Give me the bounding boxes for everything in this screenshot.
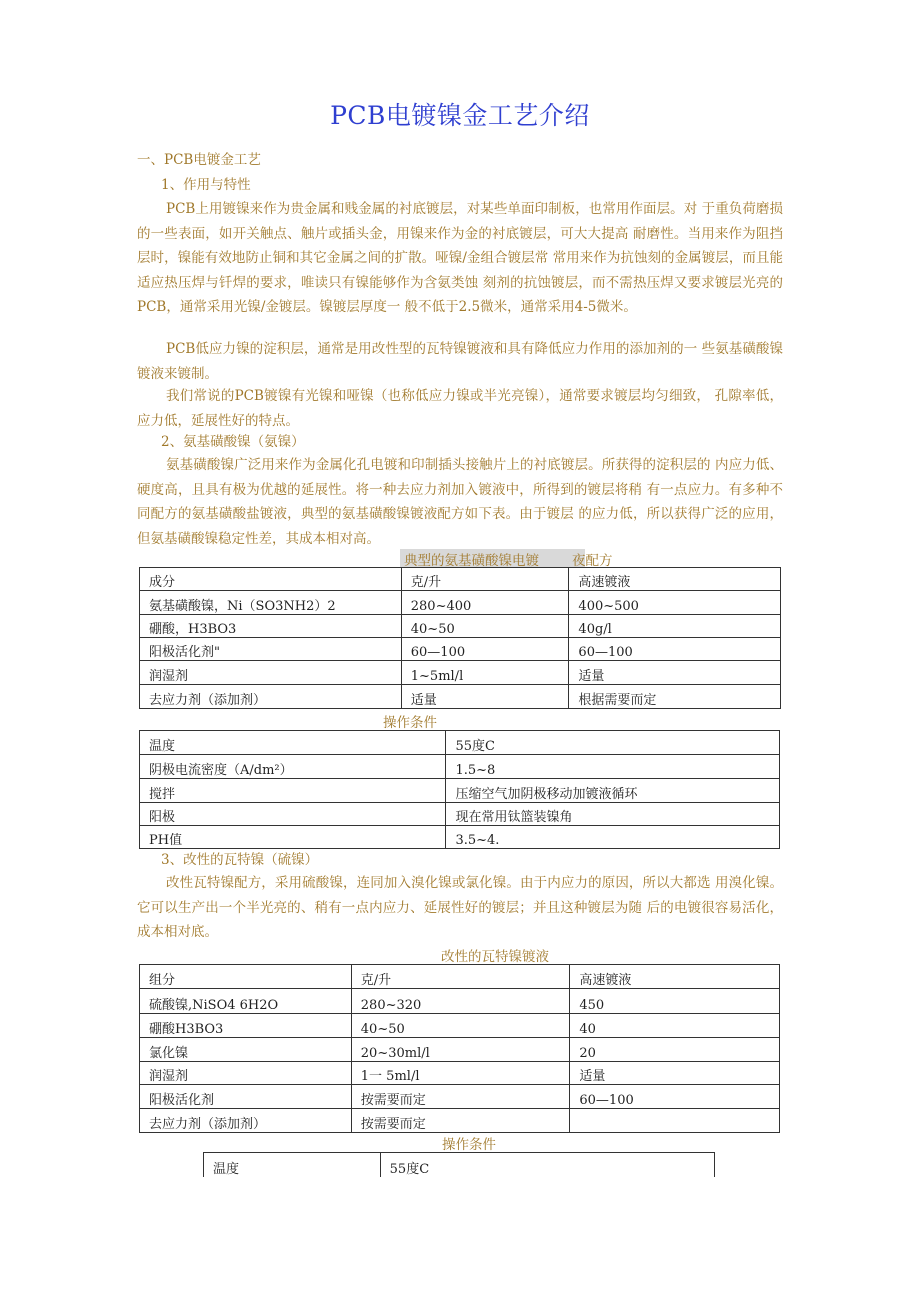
table-row xyxy=(204,1153,715,1177)
table-cell: 搅拌 xyxy=(140,779,446,803)
table-cell: 450 xyxy=(570,989,780,1014)
table-cell: 55度C xyxy=(446,731,780,755)
table-cell: 压缩空气加阴极移动加镀液循环 xyxy=(446,779,780,803)
paragraph-4: 氨基磺酸镍广泛用来作为金属化孔电镀和印制插头接触片上的衬底镀层。所获得的淀积层的 内应力低、硬度高，且具有极为优越的延展性。将一种去应力剂加入镀液中，所得到的镀层将稍 有一点应力。有多种不同配方的氨基磺酸盐镀液，典型的氨基磺酸镍镀液配方如下表。由于镀层 的应力低，所以获得广泛的应用，但氨基磺酸镍稳定性差，其成本相对高。 xyxy=(137,457,783,547)
table-cell: 硼酸H3BO3 xyxy=(140,1014,352,1038)
table-row xyxy=(140,965,780,989)
paragraph-3: 我们常说的PCB镀镍有光镍和哑镍（也称低应力镍或半光亮镍），通常要求镀层均匀细致， 孔隙率低，应力低，延展性好的特点。 xyxy=(137,388,783,429)
table-cell: 1一 5ml/l xyxy=(351,1062,570,1085)
table-cell: 1~5ml/l xyxy=(401,661,569,685)
table-row xyxy=(140,685,781,709)
table-row xyxy=(140,755,780,779)
document-title: PCB电镀镍金工艺介绍 xyxy=(330,101,590,130)
table-row xyxy=(140,803,780,826)
table-cell: 阳极活化剂" xyxy=(140,638,402,661)
table-cell: 3.5~4. xyxy=(446,826,780,849)
table-cell: 按需要而定 xyxy=(351,1109,570,1133)
table-cell: 氨基磺酸镍，Ni（SO3NH2）2 xyxy=(140,591,402,615)
table-cell: 润湿剂 xyxy=(140,1062,352,1085)
table-cell: 阴极电流密度（A/dm²） xyxy=(140,755,446,779)
table-cell: 高速镀液 xyxy=(570,965,780,989)
table-row xyxy=(140,779,780,803)
table-cell: 400~500 xyxy=(569,591,781,615)
table-row xyxy=(140,638,781,661)
table1-caption-b: 夜配方 xyxy=(572,553,613,569)
table-cell: 阳极 xyxy=(140,803,446,826)
table-row xyxy=(140,731,780,755)
table-row xyxy=(140,1085,780,1109)
table-cell: 55度C xyxy=(380,1153,714,1177)
table-cell: 润湿剂 xyxy=(140,661,402,685)
table-cell: 温度 xyxy=(140,731,446,755)
table-cell: 硫酸镍,NiSO4 6H2O xyxy=(140,989,352,1014)
table-row xyxy=(140,615,781,638)
table-cell: 克/升 xyxy=(401,568,569,591)
table1-caption-a: 典型的氨基磺酸镍电镀 xyxy=(404,553,539,569)
table-cell: 适量 xyxy=(569,661,781,685)
table-cell: 温度 xyxy=(204,1153,381,1177)
table-row xyxy=(140,661,781,685)
table-cell: 60—100 xyxy=(569,638,781,661)
table-cell: 成分 xyxy=(140,568,402,591)
table-cell: 20 xyxy=(570,1038,780,1062)
table-row xyxy=(140,989,780,1014)
table-row xyxy=(140,568,781,591)
subheading-2: 2、氨基磺酸镍（氨镍） xyxy=(161,434,305,450)
table-row xyxy=(140,591,781,615)
table-cell: 硼酸，H3BO3 xyxy=(140,615,402,638)
table2 xyxy=(139,730,780,849)
table-cell: 40~50 xyxy=(351,1014,570,1038)
table4-caption: 操作条件 xyxy=(442,1137,496,1153)
table-cell: 适量 xyxy=(570,1062,780,1085)
table-cell: 克/升 xyxy=(351,965,570,989)
table4 xyxy=(203,1152,715,1177)
table-cell: 60—100 xyxy=(570,1085,780,1109)
table3 xyxy=(139,964,780,1133)
table-cell: 按需要而定 xyxy=(351,1085,570,1109)
table-cell: 280~400 xyxy=(401,591,569,615)
table-cell: 40g/l xyxy=(569,615,781,638)
table-row xyxy=(140,1109,780,1133)
table-cell: 20~30ml/l xyxy=(351,1038,570,1062)
table-cell: 高速镀液 xyxy=(569,568,781,591)
table-cell: 适量 xyxy=(401,685,569,709)
table-row xyxy=(140,1038,780,1062)
table-cell xyxy=(570,1109,780,1133)
paragraph-5: 改性瓦特镍配方，采用硫酸镍，连同加入溴化镍或氯化镍。由于内应力的原因，所以大都选 用溴化镍。它可以生产出一个半光亮的、稍有一点内应力、延展性好的镀层；并且这种镀层为随 后的电镀很容易活化，成本相对底。 xyxy=(137,875,783,940)
table3-caption: 改性的瓦特镍镀液 xyxy=(441,949,549,965)
table-row xyxy=(140,1014,780,1038)
subheading-3: 3、改性的瓦特镍（硫镍） xyxy=(161,852,319,868)
table-row xyxy=(140,1062,780,1085)
table-cell: 组分 xyxy=(140,965,352,989)
table-cell: 根据需要而定 xyxy=(569,685,781,709)
paragraph-2: PCB低应力镍的淀积层，通常是用改性型的瓦特镍镀液和具有降低应力作用的添加剂的一 些氨基磺酸镍镀液来镀制。 xyxy=(137,341,783,382)
table-cell: 去应力剂（添加剂） xyxy=(140,685,402,709)
table-cell: 氯化镍 xyxy=(140,1038,352,1062)
table-cell: 280~320 xyxy=(351,989,570,1014)
table-cell: 现在常用钛篮装镍角 xyxy=(446,803,780,826)
table-cell: 1.5~8 xyxy=(446,755,780,779)
table-row xyxy=(140,826,780,849)
table-cell: 40~50 xyxy=(401,615,569,638)
table1 xyxy=(139,567,781,709)
subheading-1: 1、作用与特性 xyxy=(161,177,251,193)
section-heading-1: 一、PCB电镀金工艺 xyxy=(137,152,261,168)
table-cell: 60—100 xyxy=(401,638,569,661)
table-cell: 阳极活化剂 xyxy=(140,1085,352,1109)
table-cell: 40 xyxy=(570,1014,780,1038)
table-cell: PH值 xyxy=(140,826,446,849)
paragraph-1: PCB上用镀镍来作为贵金属和贱金属的衬底镀层，对某些单面印制板，也常用作面层。对 于重负荷磨损的一些表面，如开关触点、触片或插头金，用镍来作为金的衬底镀层，可大大提高 耐磨性。当用来作为阻挡层时，镍能有效地防止铜和其它金属之间的扩散。哑镍/金组合镀层常 常用来作为抗蚀刻的金属镀层，而且能适应热压焊与钎焊的要求，唯读只有镍能够作为含氨类蚀 刻剂的抗蚀镀层，而不需热压焊又要求镀层光亮的PCB，通常采用光镍/金镀层。镍镀层厚度一 般不低于2.5微米，通常采用4-5微米。 xyxy=(137,201,783,315)
table2-caption: 操作条件 xyxy=(383,715,437,731)
table-cell: 去应力剂（添加剂） xyxy=(140,1109,352,1133)
